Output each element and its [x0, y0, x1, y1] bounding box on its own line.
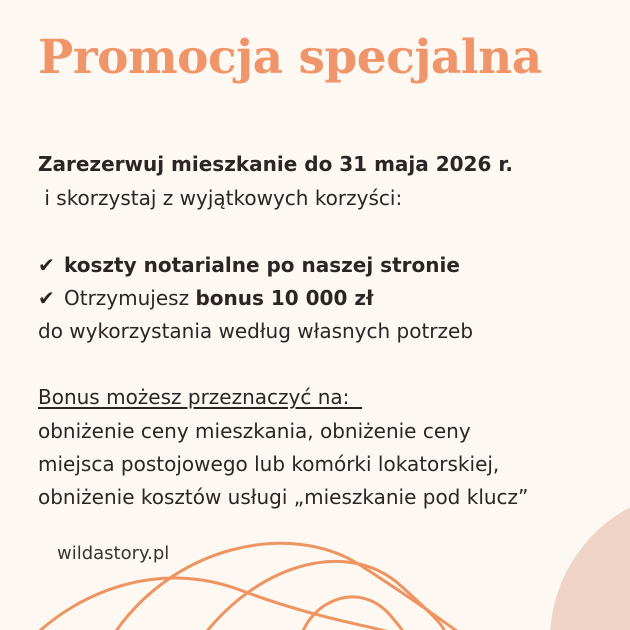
bonus-line: obniżenie kosztów usługi „mieszkanie pod klucz” — [38, 485, 529, 509]
bonus-amount: bonus 10 000 zł — [195, 286, 374, 310]
intro-deadline: Zarezerwuj mieszkanie do 31 maja 2026 r. — [38, 152, 513, 176]
decorative-wave — [200, 561, 450, 630]
page-title: Promocja specjalna — [38, 30, 542, 85]
benefit-text: koszty notarialne po naszej stronie — [64, 253, 460, 277]
benefit-note: do wykorzystania według własnych potrzeb — [38, 319, 474, 343]
bonus-line: miejsca postojowego lub komórki lokatorskiej, — [38, 452, 500, 476]
decorative-wave — [300, 597, 407, 630]
intro-text: i skorzystaj z wyjątkowych korzyści: — [38, 186, 403, 210]
benefit-item — [38, 253, 460, 277]
website-link[interactable]: wildastory.pl — [57, 543, 170, 564]
benefit-item — [38, 286, 373, 310]
decorative-wave — [30, 578, 420, 630]
bonus-line: obniżenie ceny mieszkania, obniżenie ceny — [38, 419, 471, 443]
check-icon: ✔ — [38, 253, 55, 277]
check-icon: ✔ — [38, 286, 55, 310]
decorative-blob — [550, 490, 630, 630]
benefit-text: Otrzymujesz — [64, 286, 196, 310]
bonus-heading: Bonus możesz przeznaczyć na: — [38, 385, 363, 409]
